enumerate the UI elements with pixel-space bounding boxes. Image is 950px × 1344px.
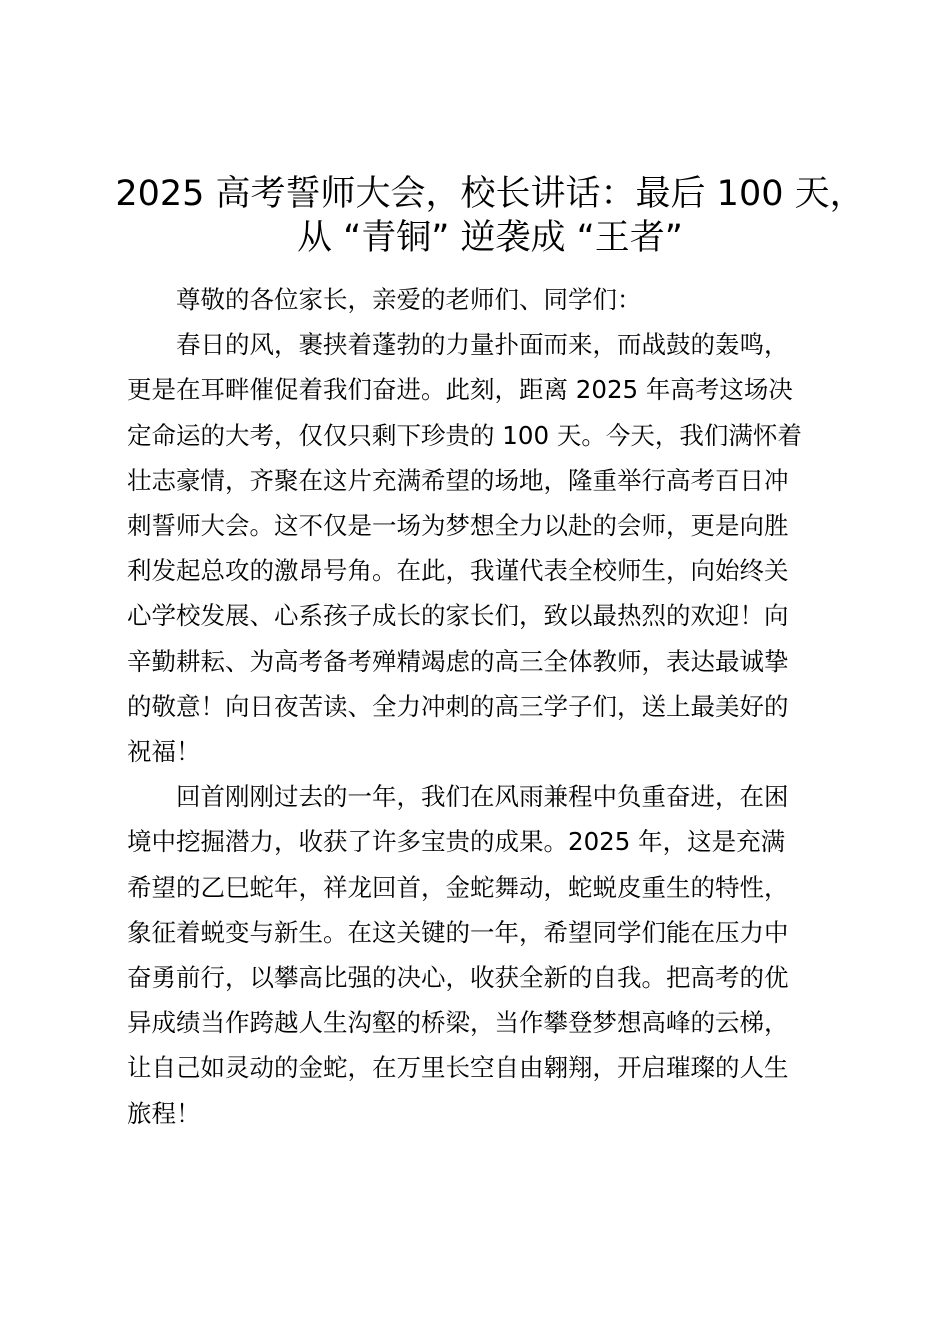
text-line: 更是在耳畔催促着我们奋进。此刻，距离 2025 年高考这场决	[127, 375, 793, 405]
paragraph-review	[127, 774, 837, 1136]
title-line-2: 从 “青铜” 逆袭成 “王者”	[297, 218, 683, 258]
page-title	[100, 172, 880, 260]
text-line: 的敬意！向日夜苦读、全力冲刺的高三学子们，送上最美好的	[127, 691, 789, 721]
text-line: 异成绩当作跨越人生沟壑的桥梁，当作攀登梦想高峰的云梯，	[127, 1008, 789, 1038]
text-line: 旅程！	[127, 1098, 201, 1128]
text-line: 定命运的大考，仅仅只剩下珍贵的 100 天。今天，我们满怀着	[127, 420, 802, 450]
text-line: 祝福！	[127, 737, 201, 767]
text-line: 刺誓师大会。这不仅是一场为梦想全力以赴的会师，更是向胜	[127, 511, 789, 541]
text-line: 让自己如灵动的金蛇，在万里长空自由翱翔，开启璀璨的人生	[127, 1053, 789, 1083]
text-line: 象征着蜕变与新生。在这关键的一年，希望同学们能在压力中	[127, 917, 789, 947]
text-line: 辛勤耕耘、为高考备考殚精竭虑的高三全体教师，表达最诚挚	[127, 646, 789, 676]
text-line: 利发起总攻的激昂号角。在此，我谨代表全校师生，向始终关	[127, 556, 789, 586]
speech-body	[127, 277, 837, 1136]
paragraph-opening	[127, 322, 837, 774]
text-line: 心学校发展、心系孩子成长的家长们，致以最热烈的欢迎！向	[127, 601, 789, 631]
text-line: 奋勇前行，以攀高比强的决心，收获全新的自我。把高考的优	[127, 963, 789, 993]
title-line-1: 2025 高考誓师大会，校长讲话：最后 100 天，	[115, 174, 865, 214]
text-line: 回首刚刚过去的一年，我们在风雨兼程中负重奋进，在困	[176, 782, 789, 812]
text-line: 希望的乙巳蛇年，祥龙回首，金蛇舞动，蛇蜕皮重生的特性，	[127, 872, 789, 902]
text-line: 壮志豪情，齐聚在这片充满希望的场地，隆重举行高考百日冲	[127, 465, 789, 495]
text-line: 尊敬的各位家长，亲爱的老师们、同学们：	[176, 285, 642, 314]
text-line: 春日的风，裹挟着蓬勃的力量扑面而来，而战鼓的轰鸣，	[176, 330, 789, 360]
text-line: 境中挖掘潜力，收获了许多宝贵的成果。2025 年，这是充满	[127, 827, 786, 857]
paragraph-greeting	[127, 277, 837, 322]
